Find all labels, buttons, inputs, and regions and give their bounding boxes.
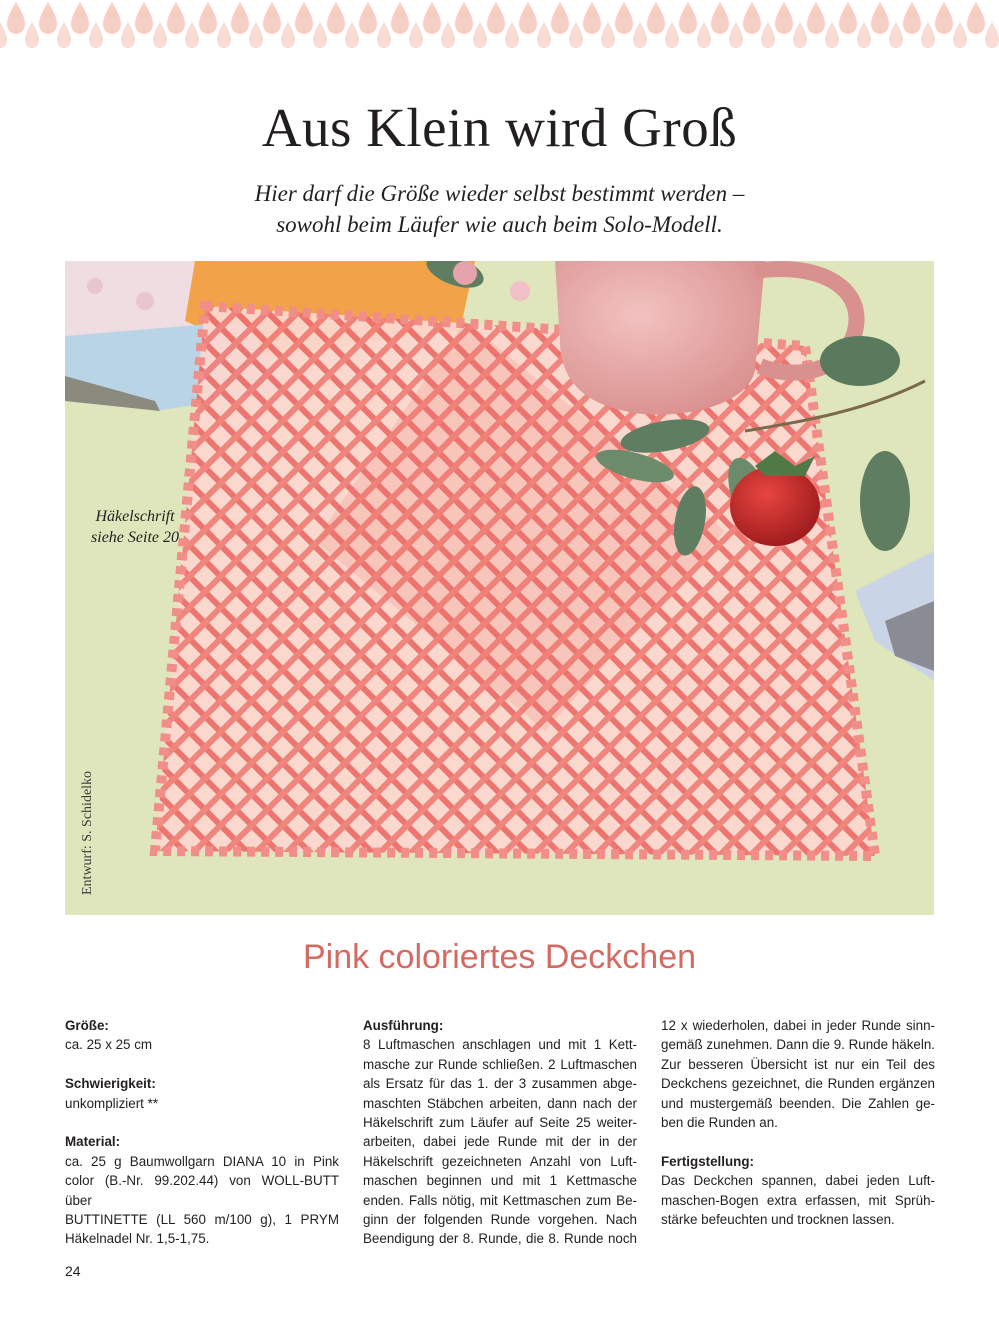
size-value: ca. 25 x 25 cm xyxy=(65,1037,153,1053)
text-line: Deckchens gezeichnet, die Runden ergänzen xyxy=(661,1076,935,1092)
difficulty-label: Schwierigkeit: xyxy=(65,1076,156,1092)
text-line: Häkelnadel Nr. 1,5-1,75. xyxy=(65,1231,210,1247)
instructions-text xyxy=(363,1035,637,1248)
design-credit: Entwurf: S. Schidelko xyxy=(80,770,95,895)
continuation-text xyxy=(661,1016,935,1132)
instructions-label: Ausführung: xyxy=(363,1018,444,1033)
finishing-label: Fertigstellung: xyxy=(661,1153,754,1169)
text-line: maschen beginnen und mit 1 Kettmasche xyxy=(363,1173,637,1189)
page-number: 24 xyxy=(65,1263,81,1279)
text-line: maschen-Bogen extra erfassen, mit Sprüh- xyxy=(661,1192,935,1208)
material-label: Material: xyxy=(65,1134,121,1150)
section-title: Pink coloriertes Deckchen xyxy=(302,938,697,976)
material-text xyxy=(65,1152,339,1249)
text-line: stärke befeuchten und trocknen lassen. xyxy=(661,1212,895,1228)
text-line: BUTTINETTE (LL 560 m/100 g), 1 PRYM xyxy=(65,1212,339,1228)
text-line: enden. Falls nötig, mit Kettmaschen zum Be- xyxy=(363,1192,637,1208)
difficulty-value: unkompliziert ** xyxy=(65,1095,159,1111)
text-line: ginn der folgenden Runde vorgehen. Nach xyxy=(363,1212,637,1228)
text-line: masche zur Runde schließen. 2 Luftmaschen xyxy=(363,1056,637,1072)
text-line: ben die Runden an. xyxy=(661,1115,778,1131)
text-line: maschten Stäbchen arbeiten, dann nach der xyxy=(363,1095,637,1111)
text-line: 8 Luftmaschen anschlagen und mit 1 Kett- xyxy=(363,1037,637,1053)
doily-photo xyxy=(65,261,934,915)
text-line: und mustergemäß beenden. Die Zahlen ge- xyxy=(661,1095,935,1111)
text-line: ca. 25 g Baumwollgarn DIANA 10 in Pink xyxy=(65,1153,339,1169)
continuation-column xyxy=(661,1016,935,1229)
text-line: als Ersatz für das 1. der 3 zusammen abge- xyxy=(363,1076,637,1092)
text-line: color (B.-Nr. 99.202.44) von WOLL-BUTT über xyxy=(65,1173,339,1208)
note-line: siehe Seite 20 xyxy=(91,529,179,546)
text-line: Beendigung der 8. Runde, die 8. Runde noch xyxy=(363,1231,637,1247)
text-line: Zur besseren Übersicht ist nur ein Teil des xyxy=(661,1056,935,1072)
text-line: gemäß zunehmen. Dann die 9. Runde häkeln. xyxy=(661,1037,935,1053)
note-line: Häkelschrift xyxy=(95,508,175,525)
size-label: Größe: xyxy=(65,1018,109,1033)
text-line: Häkelschrift gezeichneten Anzahl von Luft- xyxy=(363,1153,637,1169)
instructions-column xyxy=(363,1016,637,1249)
text-line: Das Deckchen spannen, dabei jeden Luft- xyxy=(661,1173,935,1189)
subtitle-line: sowohl beim Läufer wie auch beim Solo-Modell. xyxy=(276,212,723,237)
details-column xyxy=(65,1016,339,1249)
text-line: arbeiten, dabei jede Runde mit der in der xyxy=(363,1134,637,1150)
text-line: Häkelschrift zum Läufer auf Seite 25 weiter- xyxy=(363,1115,637,1131)
page-title: Aus Klein wird Groß xyxy=(261,97,738,158)
decorative-border xyxy=(0,0,999,52)
page-subtitle xyxy=(0,178,999,240)
subtitle-line: Hier darf die Größe wieder selbst bestimmt werden – xyxy=(254,181,745,206)
finishing-text xyxy=(661,1171,935,1229)
text-line: 12 x wiederholen, dabei in jeder Runde sinn- xyxy=(661,1018,935,1033)
spacer xyxy=(661,1132,935,1151)
chart-reference-note xyxy=(75,506,195,548)
